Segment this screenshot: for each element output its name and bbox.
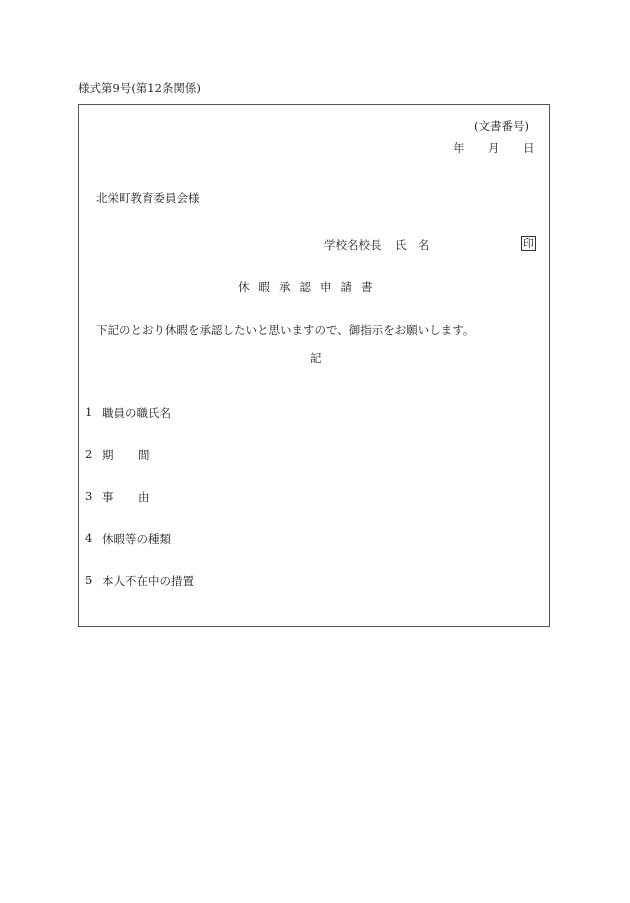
item-5-label: 本人不在中の措置 — [102, 574, 194, 588]
item-3-label-a: 事 — [102, 490, 114, 504]
item-2-label-b: 間 — [138, 448, 150, 462]
item-1-number: 1 — [85, 405, 93, 419]
body-text: 下記のとおり休暇を承認したいと思いますので、御指示をお願いします。 — [96, 323, 475, 337]
date-year-label: 年 — [453, 141, 465, 155]
ki-marker: 記 — [310, 351, 322, 365]
form-label: 様式第9号(第12条関係) — [78, 81, 201, 95]
school-principal-label: 学校名校長 — [324, 238, 382, 252]
addressee: 北栄町教育委員会様 — [96, 191, 200, 205]
date-day-label: 日 — [523, 141, 535, 155]
item-1-label: 職員の職氏名 — [102, 406, 171, 420]
item-2-label-a: 期 — [102, 448, 114, 462]
document-number-label: (文書番号) — [474, 119, 529, 133]
item-5-number: 5 — [85, 573, 93, 587]
item-4-number: 4 — [85, 531, 93, 545]
item-4-label: 休暇等の種類 — [102, 532, 171, 546]
seal-stamp — [521, 236, 536, 251]
name-label-2: 名 — [418, 238, 430, 252]
item-2-number: 2 — [85, 447, 93, 461]
name-label-1: 氏 — [395, 238, 407, 252]
document-title: 休暇承認申請書 — [238, 280, 382, 294]
date-month-label: 月 — [488, 141, 500, 155]
seal-mark: 印 — [523, 237, 534, 250]
item-3-label-b: 由 — [138, 490, 150, 504]
item-3-number: 3 — [85, 489, 93, 503]
